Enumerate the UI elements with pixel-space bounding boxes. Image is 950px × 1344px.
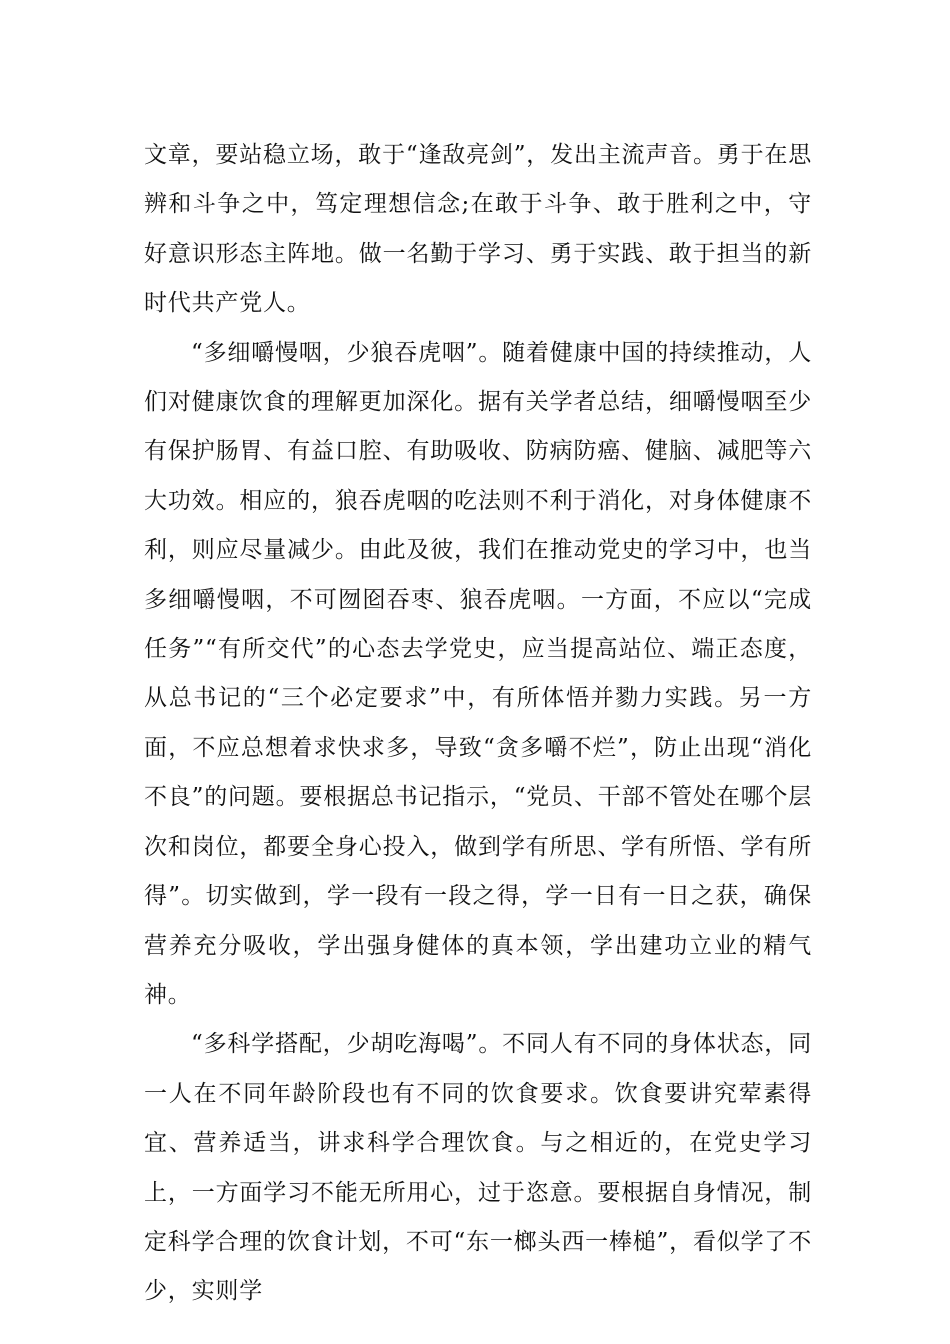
paragraph-1: 文章，要站稳立场，敢于“逢敌亮剑”，发出主流声音。勇于在思辨和斗争之中，笃定理想信念;在敢于斗争、敢于胜利之中，守好意识形态主阵地。做一名勤于学习、勇于实践、敢于担当的新时代共产党人。 [144,142,812,317]
paragraph-2: “多细嚼慢咽，少狼吞虎咽”。随着健康中国的持续推动，人们对健康饮食的理解更加深化。据有关学者总结，细嚼慢咽至少有保护肠胃、有益口腔、有助吸收、防病防癌、健脑、减肥等六大功效。相应的，狼吞虎咽的吃法则不利于消化，对身体健康不利，则应尽量减少。由此及彼，我们在推动党史的学习中，也当多细嚼慢咽，不可囫囵吞枣、狼吞虎咽。一方面，不应以“完成任务”“有所交代”的心态去学党史，应当提高站位、端正态度，从总书记的“三个必定要求”中，有所体悟并勠力实践。另一方面，不应总想着求快求多，导致“贪多嚼不烂”，防止出现“消化不良”的问题。要根据总书记指示，“党员、干部不管处在哪个层次和岗位，都要全身心投入，做到学有所思、学有所悟、学有所得”。切实做到，学一段有一段之得，学一日有一日之获，确保营养充分吸收，学出强身健体的真本领，学出建功立业的精气神。 [144,339,812,1008]
paragraph-3: “多科学搭配，少胡吃海喝”。不同人有不同的身体状态，同一人在不同年龄阶段也有不同的饮食要求。饮食要讲究荤素得宜、营养适当，讲求科学合理饮食。与之相近的，在党史学习上，一方面学习不能无所用心，过于恣意。要根据自身情况，制定科学合理的饮食计划，不可“东一榔头西一棒槌”，看似学了不少，实则学 [144,1031,812,1305]
document-body [144,131,812,1317]
